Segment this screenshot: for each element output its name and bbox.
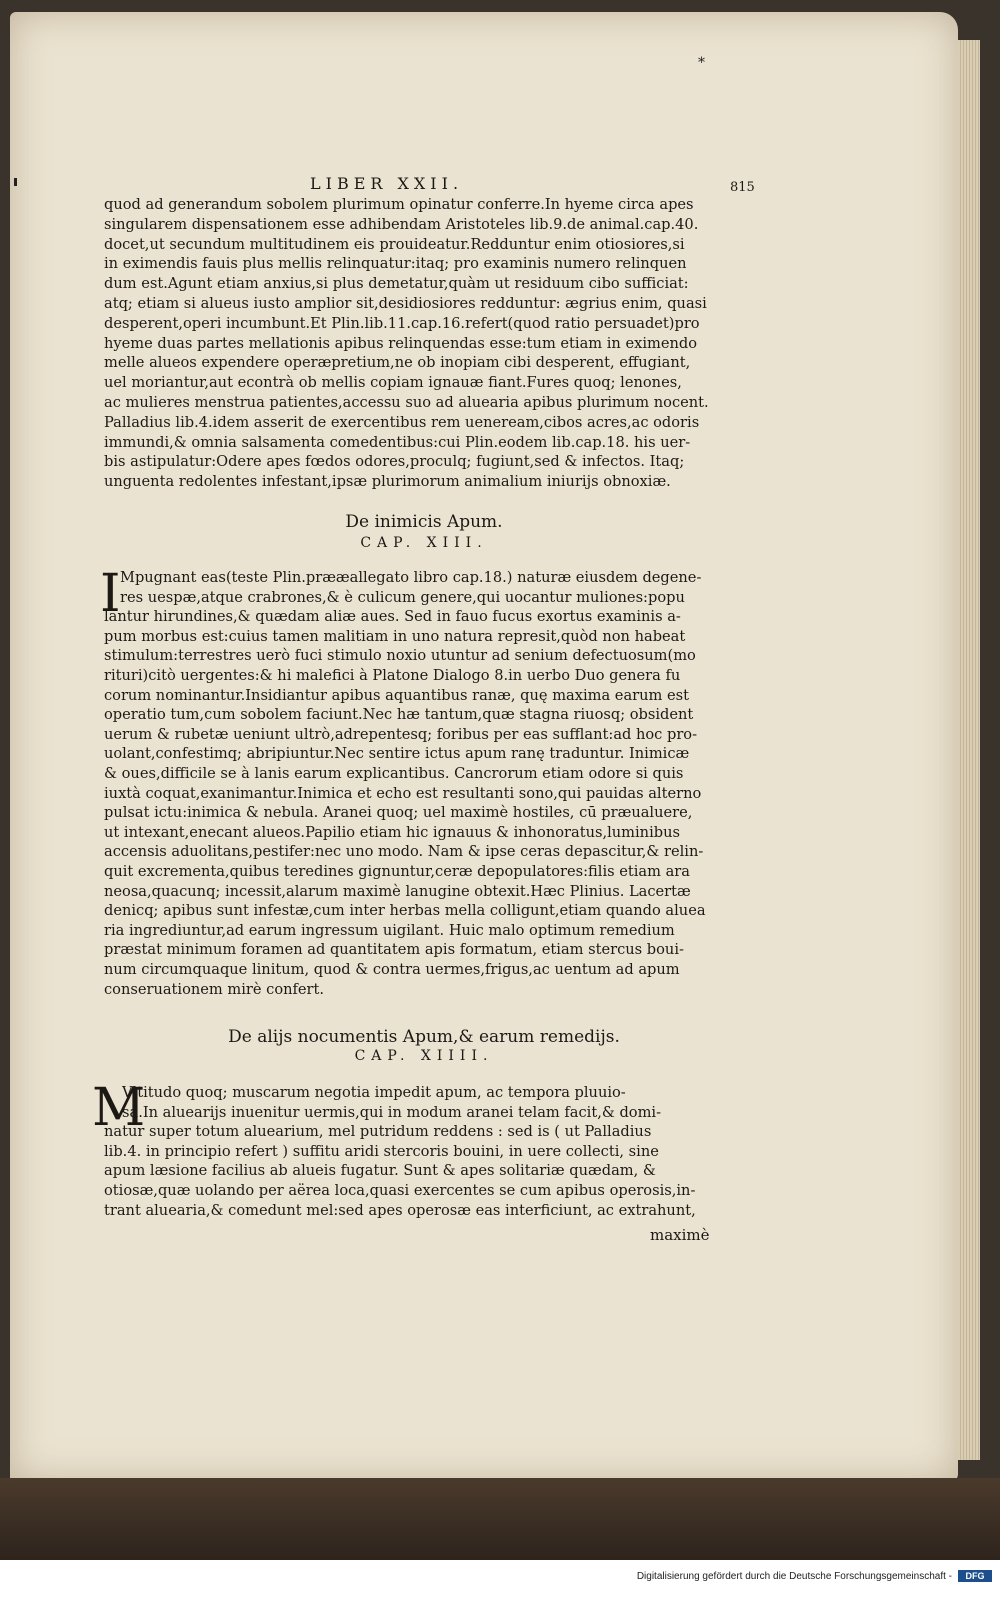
footer-credit: Digitalisierung gefördert durch die Deutsche Forschungsgemeinschaft - [636,1571,952,1582]
text-line: apum læsione facilius ab alueis fugatur. Sunt & apes solitariæ quædam, & [104,1162,656,1180]
text-line: uerum & rubetæ ueniunt ultrò,adrepentesq; foribus per eas sufflant:ad hoc pro- [104,725,698,743]
text-line: quod ad generandum sobolem plurimum opinatur conferre.In hyeme circa apes [104,196,694,213]
text-line: ac mulieres menstrua patientes,accessu suo ad aluearia apibus plurimum nocent. [104,394,709,411]
text-line: ria ingrediuntur,ad earum ingressum uigilant. Huic malo optimum remedium [104,921,675,939]
text-line: iuxtà coquat,exanimantur.Inimica et echo est resultanti sono,qui pauidas alterno [104,784,702,802]
book-cover-edge [0,1478,1000,1560]
text-line: quit excrementa,quibus teredines gignuntur,ceræ depopulatores:filis etiam ara [104,863,690,880]
page-edges [958,40,980,1460]
text-line: Palladius lib.4.idem asserit de exercentibus rem ueneream,cibos acres,ac odoris [104,413,700,431]
text-line: præstat minimum foramen ad quantitatem apis formatum, etiam stercus boui- [104,941,684,959]
corner-mark: * [698,55,705,71]
text-line: uolant,confestimq; abripiuntur.Nec sentire ictus apum ranę traduntur. Inimicæ [104,745,690,763]
text-line: dum est.Agunt etiam anxius,si plus demetatur,quàm ut residuum cibo sufficiat: [104,275,689,293]
text-line: in eximendis fauis plus mellis relinquatur:itaq; pro examinis numero relinquen [104,255,687,273]
text-line: melle alueos expendere operæpretium,ne ob inopiam cibi desperent, effugiant, [104,354,691,372]
text-line: operatio tum,cum sobolem faciunt.Nec hæ tantum,quæ stagna riuosq; obsident [104,706,694,724]
text-line: trant aluearia,& comedunt mel:sed apes operosæ eas interficiunt, ac extrahunt, [104,1201,696,1219]
text-line: & oues,difficile se à lanis earum explicantibus. Cancrorum etiam odore si quis [104,765,684,782]
text-line: sa.In aluearijs inuenitur uermis,qui in modum aranei telam facit,& domi- [122,1103,662,1121]
text-line: desperent,operi incumbunt.Et Plin.lib.11.cap.16.refert(quod ratio persuadet)pro [104,314,700,332]
text-line: pulsat ictu:inimica & nebula. Aranei quoq; uel maximè hostiles, cū præualuere, [104,804,693,822]
catchword: maximè [650,1226,710,1244]
text-line: lib.4. in principio refert ) suffitu aridi stercoris bouini, in uere collecti, sine [104,1142,659,1160]
text-line: corum nominantur.Insidiantur apibus aquantibus ranæ, quę maxima earum est [104,686,689,704]
text-line: hyeme duas partes mellationis apibus relinquendas esse:tum etiam in eximendo [104,334,698,352]
text-line: lantur hirundines,& quædam aliæ aues. Sed in fauo fucus exortus examinis a- [104,608,681,626]
text-line: Mpugnant eas(teste Plin.prææallegato libro cap.18.) naturæ eiusdem degene- [120,569,702,586]
text-line: ut intexant,enecant alueos.Papilio etiam hic ignauus & inhonoratus,luminibus [104,823,680,841]
text-line: neosa,quacunq; incessit,alarum maximè lanugine obtexit.Hæc Plinius. Lacertæ [104,882,691,900]
text-line: uel moriantur,aut econtrà ob mellis copiam ignauæ fiant.Fures quoq; lenones, [104,374,682,392]
text-line: stimulum:terrestres uerò fuci stimulo noxio utuntur ad senium defectuosum(mo [104,647,696,665]
margin-mark [14,178,17,186]
text-line: Vltitudo quoq; muscarum negotia impedit apum, ac tempora pluuio- [122,1084,626,1101]
chapter-heading-13: De inimicis Apum. [345,512,503,532]
text-line: natur super totum aluearium, mel putridum reddens : sed is ( ut Palladius [104,1123,652,1141]
text-line: unguenta redolentes infestant,ipsæ plurimorum animalium iniurijs obnoxiæ. [104,473,671,491]
chapter-number-13: CAP. XIII. [360,535,488,551]
text-line: rituri)citò uergentes:& hi malefici à Platone Dialogo 8.in uerbo Duo genera fu [104,667,681,684]
text-line: docet,ut secundum multitudinem eis prouideatur.Redduntur enim otiosiores,si [104,235,685,253]
folio-number: 815 [730,180,755,195]
drop-initial-13: I [100,564,121,624]
chapter-heading-14: De alijs nocumentis Apum,& earum remedijs. [228,1027,620,1047]
dfg-logo: DFG [958,1570,992,1582]
text-line: conseruationem mirè confert. [104,980,325,998]
text-line: otiosæ,quæ uolando per aërea loca,quasi exercentes se cum apibus operosis,in- [104,1182,696,1199]
text-line: singularem dispensationem esse adhibendam Aristoteles lib.9.de animal.cap.40. [104,215,699,233]
chapter-number-14: CAP. XIIII. [354,1048,494,1064]
text-line: num circumquaque linitum, quod & contra uermes,frigus,ac uentum ad apum [104,961,680,978]
text-line: denicq; apibus sunt infestæ,cum inter herbas mella colligunt,etiam quando aluea [104,902,706,920]
text-line: res uespæ,atque crabrones,& è culicum genere,qui uocantur muliones:popu [120,588,685,606]
text-line: atq; etiam si alueus iusto amplior sit,desidiosiores redduntur: ægrius enim, quasi [104,295,707,312]
drop-initial-14: M [92,1078,146,1138]
text-line: pum morbus est:cuius tamen malitiam in uno natura represit,quòd non habeat [104,627,686,645]
text-line: immundi,& omnia salsamenta comedentibus:cui Plin.eodem lib.cap.18. his uer- [104,433,691,451]
text-line: accensis aduolitans,pestifer:nec uno modo. Nam & ipse ceras depascitur,& relin- [104,843,704,861]
text-line: bis astipulatur:Odere apes fœdos odores,proculq; fugiunt,sed & infectos. Itaq; [104,453,685,471]
running-head: LIBER XXII. [310,174,464,193]
